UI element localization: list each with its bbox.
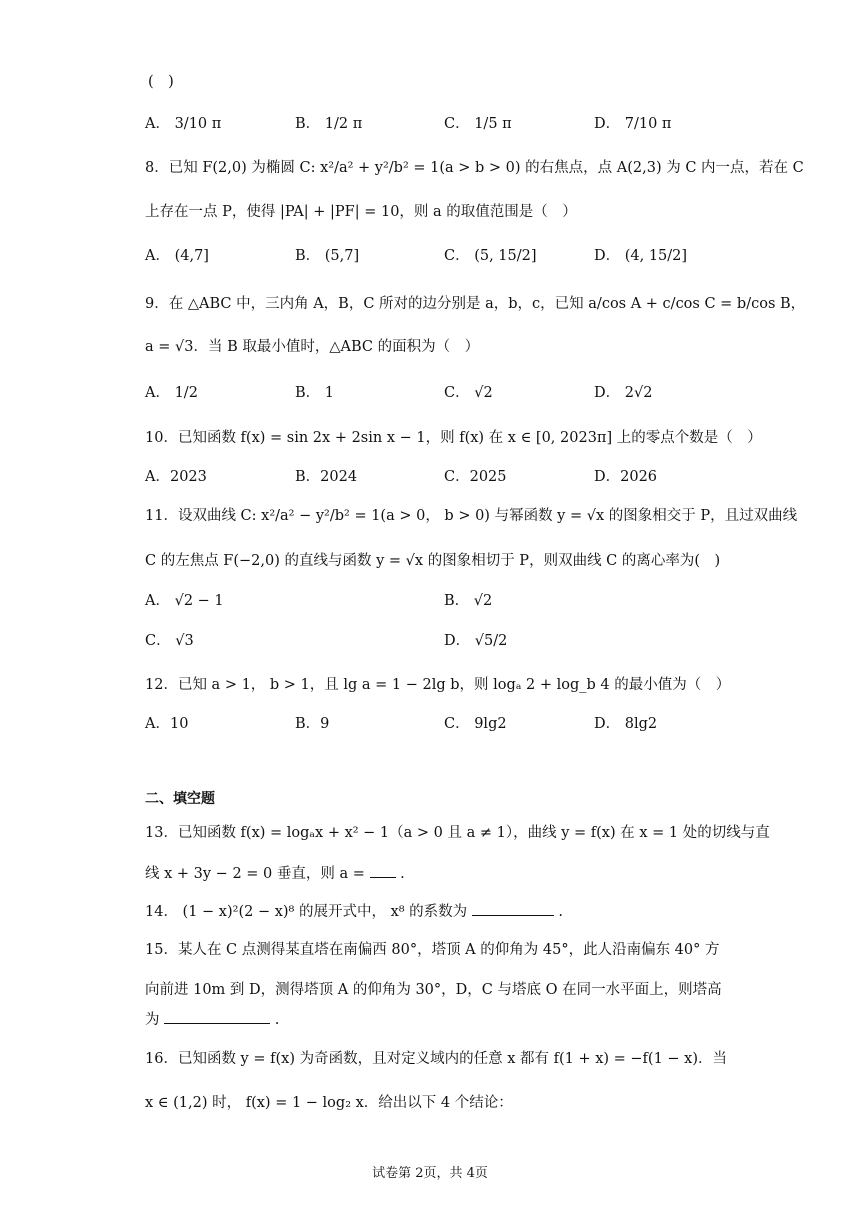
q11-option-b: B． √2: [444, 593, 493, 609]
q7-option-a: A． 3/10 π: [145, 116, 222, 132]
q11-option-d: D． √5/2: [444, 633, 508, 649]
q11-stem-line1: 11．设双曲线 C: x²/a² − y²/b² = 1(a > 0， b > 0) 与幂函数 y = √x 的图象相交于 P，且过双曲线: [145, 508, 798, 524]
q12-option-a: A．10: [145, 716, 189, 732]
q9-option-c: C． √2: [444, 385, 493, 401]
q13-stem-line2: [145, 863, 405, 884]
q10-option-b: B．2024: [295, 469, 358, 485]
q7-option-d: D． 7/10 π: [594, 116, 672, 132]
page-footer: 试卷第 2页，共 4页: [372, 1166, 488, 1181]
q10-option-a: A．2023: [145, 469, 207, 485]
q14-stem-line1: [145, 901, 563, 922]
q11-stem-line2: C 的左焦点 F(−2,0) 的直线与函数 y = √x 的图象相切于 P，则双曲线 C 的离心率为( ): [145, 553, 721, 569]
q12-option-d: D． 8lg2: [594, 716, 658, 732]
q15-line3-text: 为: [145, 1012, 160, 1028]
q13-line2-end: .: [400, 866, 405, 882]
q16-stem-line1: 16．已知函数 y = f(x) 为奇函数，且对定义域内的任意 x 都有 f(1 + x) = −f(1 − x)．当: [145, 1051, 728, 1067]
q8-option-c: C． (5, 15/2]: [444, 248, 537, 264]
q15-stem-line1: 15．某人在 C 点测得某直塔在南偏西 80°，塔顶 A 的仰角为 45°，此人沿南偏东 40° 方: [145, 942, 720, 958]
q9-stem-line1: 9．在 △ABC 中，三内角 A，B，C 所对的边分别是 a，b，c，已知 a/cos A + c/cos C = b/cos B，: [145, 296, 806, 312]
q12-stem-line1: 12．已知 a > 1， b > 1，且 lg a = 1 − 2lg b，则 logₐ 2 + log_b 4 的最小值为（ ）: [145, 677, 731, 693]
q8-option-d: D． (4, 15/2]: [594, 248, 688, 264]
q8-stem-line1: 8．已知 F(2,0) 为椭圆 C: x²/a² + y²/b² = 1(a > b > 0) 的右焦点，点 A(2,3) 为 C 内一点，若在 C: [145, 160, 804, 176]
q13-line2-text: 线 x + 3y − 2 = 0 垂直，则 a =: [145, 866, 365, 882]
q9-option-b: B． 1: [295, 385, 334, 401]
q7-option-b: B． 1/2 π: [295, 116, 363, 132]
q7-option-c: C． 1/5 π: [444, 116, 512, 132]
q9-option-d: D． 2√2: [594, 385, 653, 401]
q14-line1-end: .: [558, 904, 563, 920]
q16-stem-line2: x ∈ (1,2) 时， f(x) = 1 − log₂ x．给出以下 4 个结论：: [145, 1095, 513, 1111]
q13-stem-line1: 13．已知函数 f(x) = logₐx + x² − 1（a > 0 且 a ≠ 1），曲线 y = f(x) 在 x = 1 处的切线与直: [145, 825, 770, 841]
q14-line1-text: 14． (1 − x)²(2 − x)⁸ 的展开式中， x⁸ 的系数为: [145, 904, 468, 920]
q11-option-c: C． √3: [145, 633, 194, 649]
q10-stem-line1: 10．已知函数 f(x) = sin 2x + 2sin x − 1，则 f(x) 在 x ∈ [0, 2023π] 上的零点个数是（ ）: [145, 430, 762, 446]
q9-option-a: A． 1/2: [145, 385, 198, 401]
q10-option-c: C．2025: [444, 469, 507, 485]
q11-option-a: A． √2 − 1: [145, 593, 224, 609]
q13-answer-blank[interactable]: [370, 863, 396, 878]
q7-answer-paren: ( ): [148, 74, 174, 90]
q15-stem-line2: 向前进 10m 到 D，测得塔顶 A 的仰角为 30°，D，C 与塔底 O 在同一水平面上，则塔高: [145, 982, 722, 998]
q8-stem-line2: 上存在一点 P，使得 |PA| + |PF| = 10，则 a 的取值范围是（ ）: [145, 204, 577, 220]
q8-option-b: B． (5,7]: [295, 248, 360, 264]
section-title-fill-in: 二、填空题: [145, 791, 215, 807]
q15-line3-end: .: [274, 1012, 280, 1028]
q12-option-c: C． 9lg2: [444, 716, 507, 732]
q8-option-a: A． (4,7]: [145, 248, 209, 264]
q9-stem-line2: a = √3．当 B 取最小值时，△ABC 的面积为（ ）: [145, 339, 480, 355]
q12-option-b: B．9: [295, 716, 330, 732]
q10-option-d: D．2026: [594, 469, 658, 485]
q15-answer-blank[interactable]: [164, 1009, 270, 1024]
q15-stem-line3: [145, 1009, 279, 1030]
q14-answer-blank[interactable]: [472, 901, 554, 916]
